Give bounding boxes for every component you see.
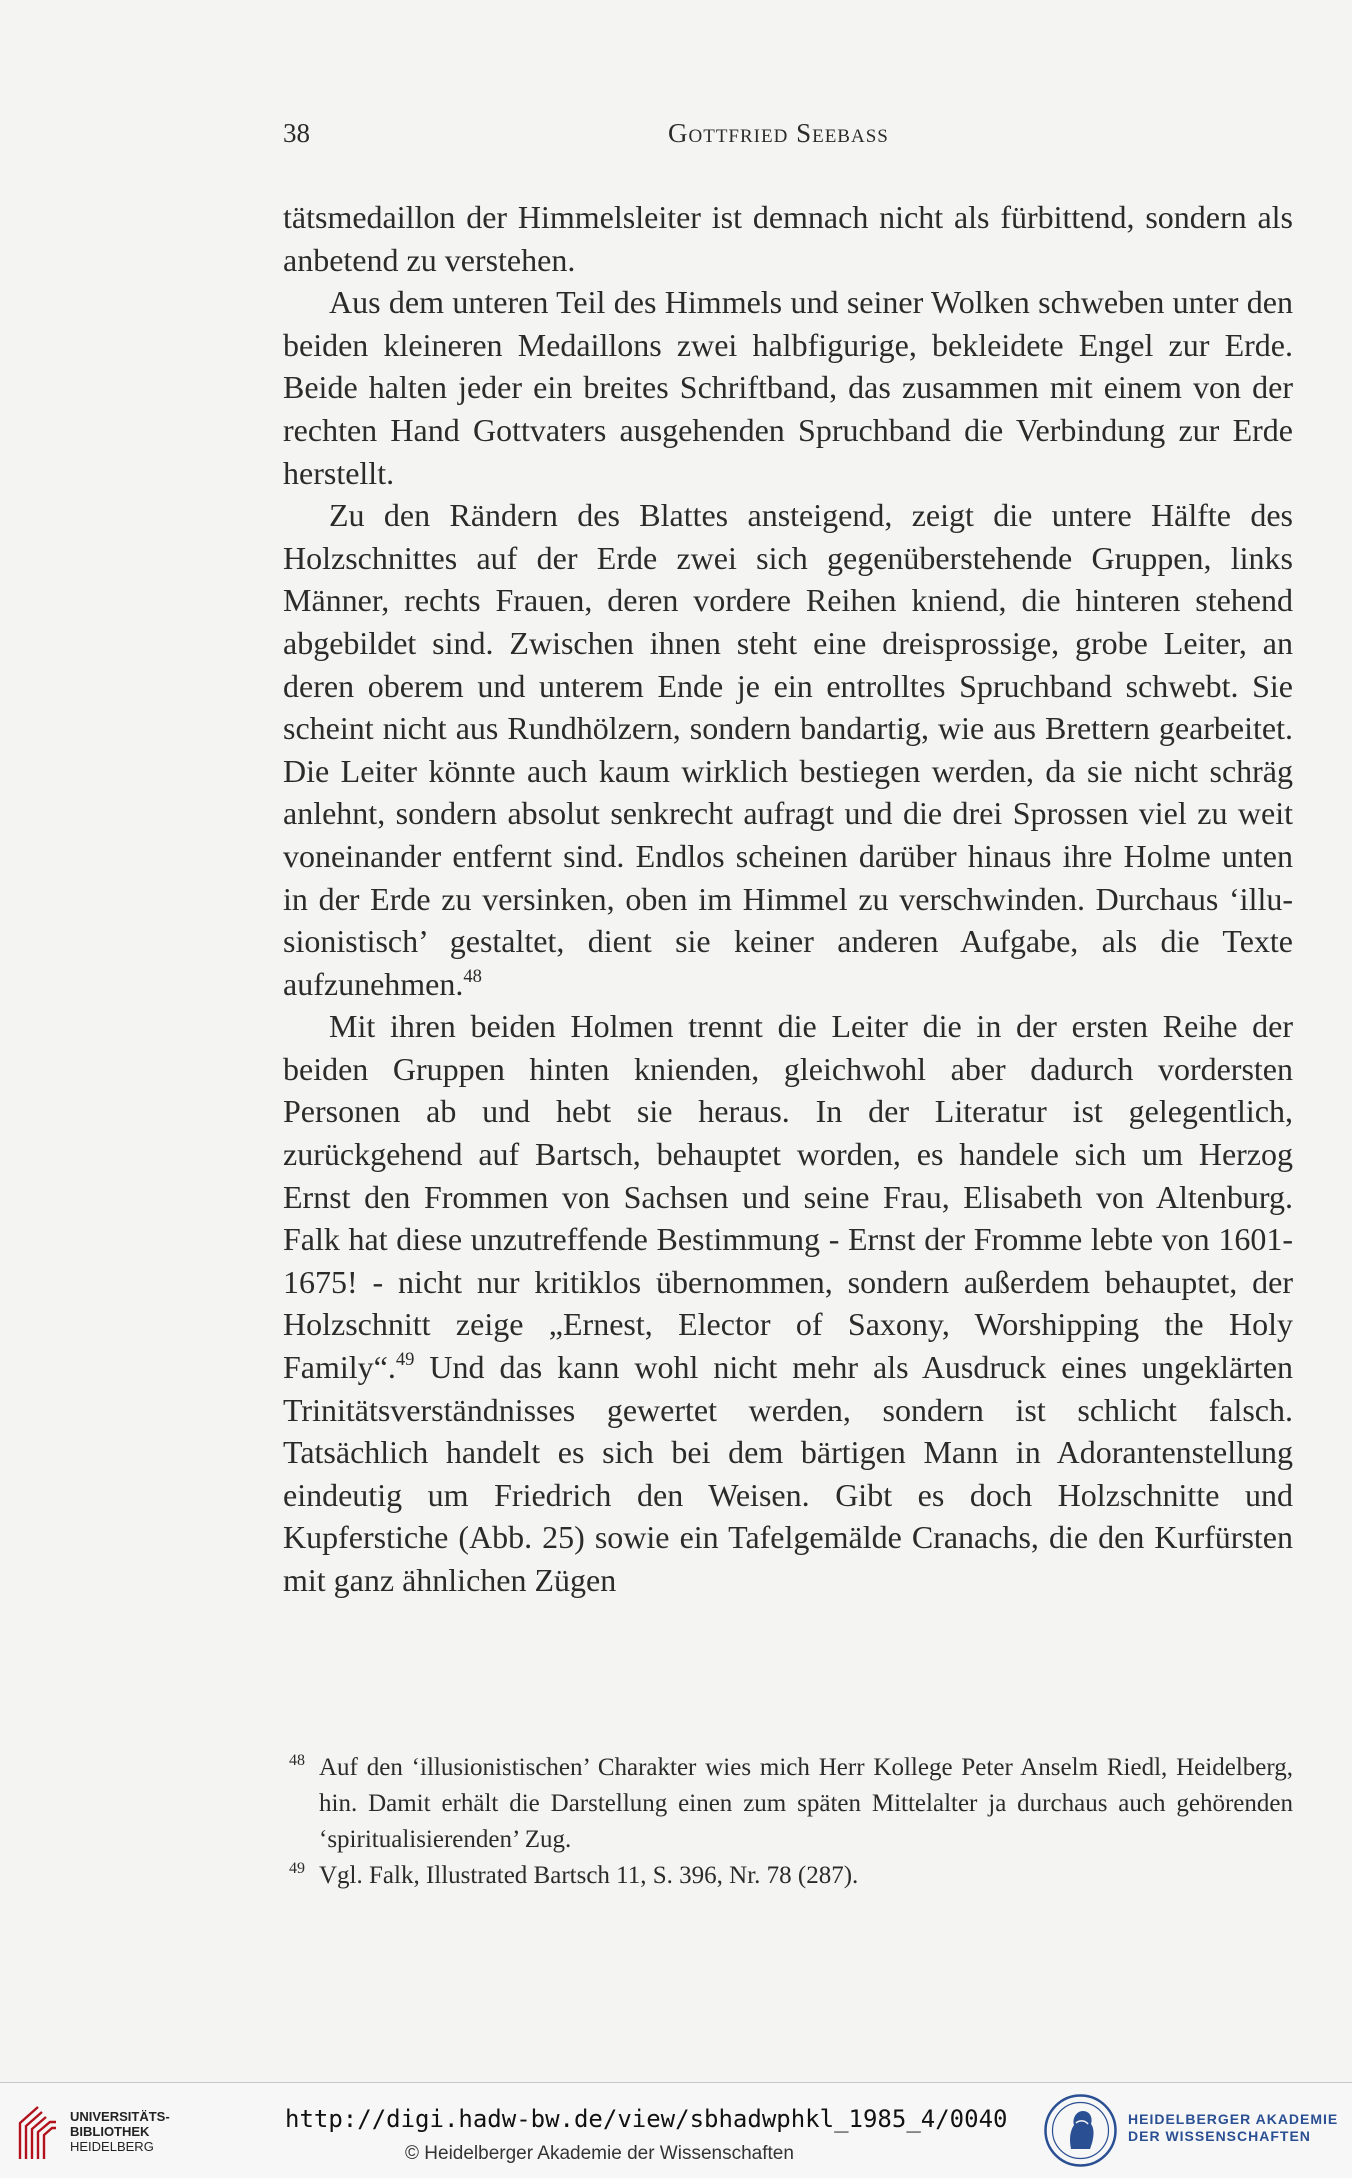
footnote-48 <box>283 1750 1293 1858</box>
library-name-line-2: BIBLIOTHEK <box>70 2124 150 2139</box>
viewer-footer <box>0 2082 1352 2178</box>
university-library-icon <box>14 2101 58 2161</box>
library-name-line-1: UNIVERSITÄTS- <box>70 2109 170 2124</box>
paragraph-3-text: Zu den Rändern des Blattes ansteigend, zeigt die untere Hälfte des Holzschnittes auf der Erde zwei sich gegenüberstehende Gruppen, links Männer, rechts Frauen, deren vordere Reihen kniend, die hinteren stehend abgebildet sind. Zwischen ihnen steht eine dreisprossige, grobe Leiter, an deren oberem und unterem Ende je ein entrolltes Spruchband schwebt. Sie scheint nicht aus Rundhölzern, sondern bandartig, wie aus Brettern gearbeitet. Die Leiter könnte auch kaum wirklich bestiegen werden, da sie nicht schräg anlehnt, sondern absolut senkrecht aufragt und die drei Sprossen viel zu weit voneinander entfernt sind. Endlos scheinen darüber hinaus ihre Holme unten in der Erde zu versinken, oben im Himmel zu verschwinden. Durchaus ‘illusionistisch’ gestaltet, dient sie keiner anderen Aufgabe, als die Texte aufzunehmen. <box>283 497 1293 1002</box>
page-header <box>283 118 1293 158</box>
page-number: 38 <box>283 118 310 148</box>
permalink-url[interactable]: http://digi.hadw-bw.de/view/sbhadwphkl_1985_4/0040 <box>285 2105 1008 2133</box>
academy-name-line-1: HEIDELBERGER AKADEMIE <box>1128 2111 1339 2127</box>
running-head: Gottfried Seebass <box>668 118 889 148</box>
library-name-line-3: HEIDELBERG <box>70 2139 154 2154</box>
footnote-number: 49 <box>289 1860 305 1877</box>
footnote-text: Vgl. Falk, Illustrated Bartsch 11, S. 396, Nr. 78 (287). <box>319 1862 859 1889</box>
footnotes <box>283 1750 1293 1894</box>
paragraph-3 <box>283 494 1293 1005</box>
paragraph-4-text: Mit ihren beiden Holmen trennt die Leiter die in der ersten Reihe der beiden Gruppen hinten knienden, gleichwohl aber dadurch vordersten Personen ab und hebt sie heraus. In der Literatur ist gelegentlich, zurückgehend auf Bartsch, behauptet worden, es handele sich um Herzog Ernst den Frommen von Sachsen und seine Frau, Elisabeth von Altenburg. Falk hat diese unzutreffende Bestimmung - Ernst der Fromme lebte von 1601-1675! - nicht nur kritiklos übernommen, sondern außerdem behauptet, der Holzschnitt zeige „Ernest, Elector of Saxony, Worshipping the Holy Family“. <box>283 1008 1293 1386</box>
paragraph-4 <box>283 1005 1293 1601</box>
paragraph-4-continued: Und das kann wohl nicht mehr als Ausdruck eines ungeklärten Trinitätsverständnisses gewertet werden, sondern ist schlicht falsch. Tatsächlich handelt es sich bei dem bärtigen Mann in Adorantenstellung eindeutig um Friedrich den Weisen. Gibt es doch Holzschnitte und Kupferstiche (Abb. 25) sowie ein Tafelgemälde Cranachs, die den Kurfürsten mit ganz ähnlichen Zügen <box>283 1349 1294 1598</box>
paragraph-2: Aus dem unteren Teil des Himmels und seiner Wolken schweben unter den beiden kleineren Medaillons zwei halbfigurige, bekleidete Engel zur Erde. Beide halten jeder ein breites Schriftband, das zusammen mit einem von der rechten Hand Gottvaters ausgehenden Spruchband die Verbindung zur Erde herstellt. <box>283 284 1293 491</box>
academy-name <box>1128 2111 1338 2145</box>
note-ref-48[interactable]: 48 <box>463 965 482 987</box>
footnote-49 <box>283 1858 1293 1894</box>
university-library-logo[interactable] <box>14 2101 170 2161</box>
academy-name-line-2: DER WISSENSCHAFTEN <box>1128 2128 1311 2144</box>
footnote-number: 48 <box>289 1752 305 1769</box>
footnote-text: Auf den ‘illusionistischen’ Charakter wies mich Herr Kollege Peter Anselm Riedl, Heidelberg, hin. Damit erhält die Darstellung einen zum späten Mittelalter ja durchaus auch gehörenden ‘spiritualisierenden’ Zug. <box>319 1754 1293 1853</box>
university-library-text <box>70 2109 170 2154</box>
copyright-notice: © Heidelberger Akademie der Wissenschaften <box>405 2143 794 2164</box>
academy-seal-icon[interactable] <box>1043 2093 1118 2168</box>
body-text <box>283 196 1293 1602</box>
note-ref-49[interactable]: 49 <box>395 1349 415 1371</box>
paragraph-1: tätsmedaillon der Himmelsleiter ist demnach nicht als fürbittend, sondern als anbetend zu verstehen. <box>283 199 1293 278</box>
